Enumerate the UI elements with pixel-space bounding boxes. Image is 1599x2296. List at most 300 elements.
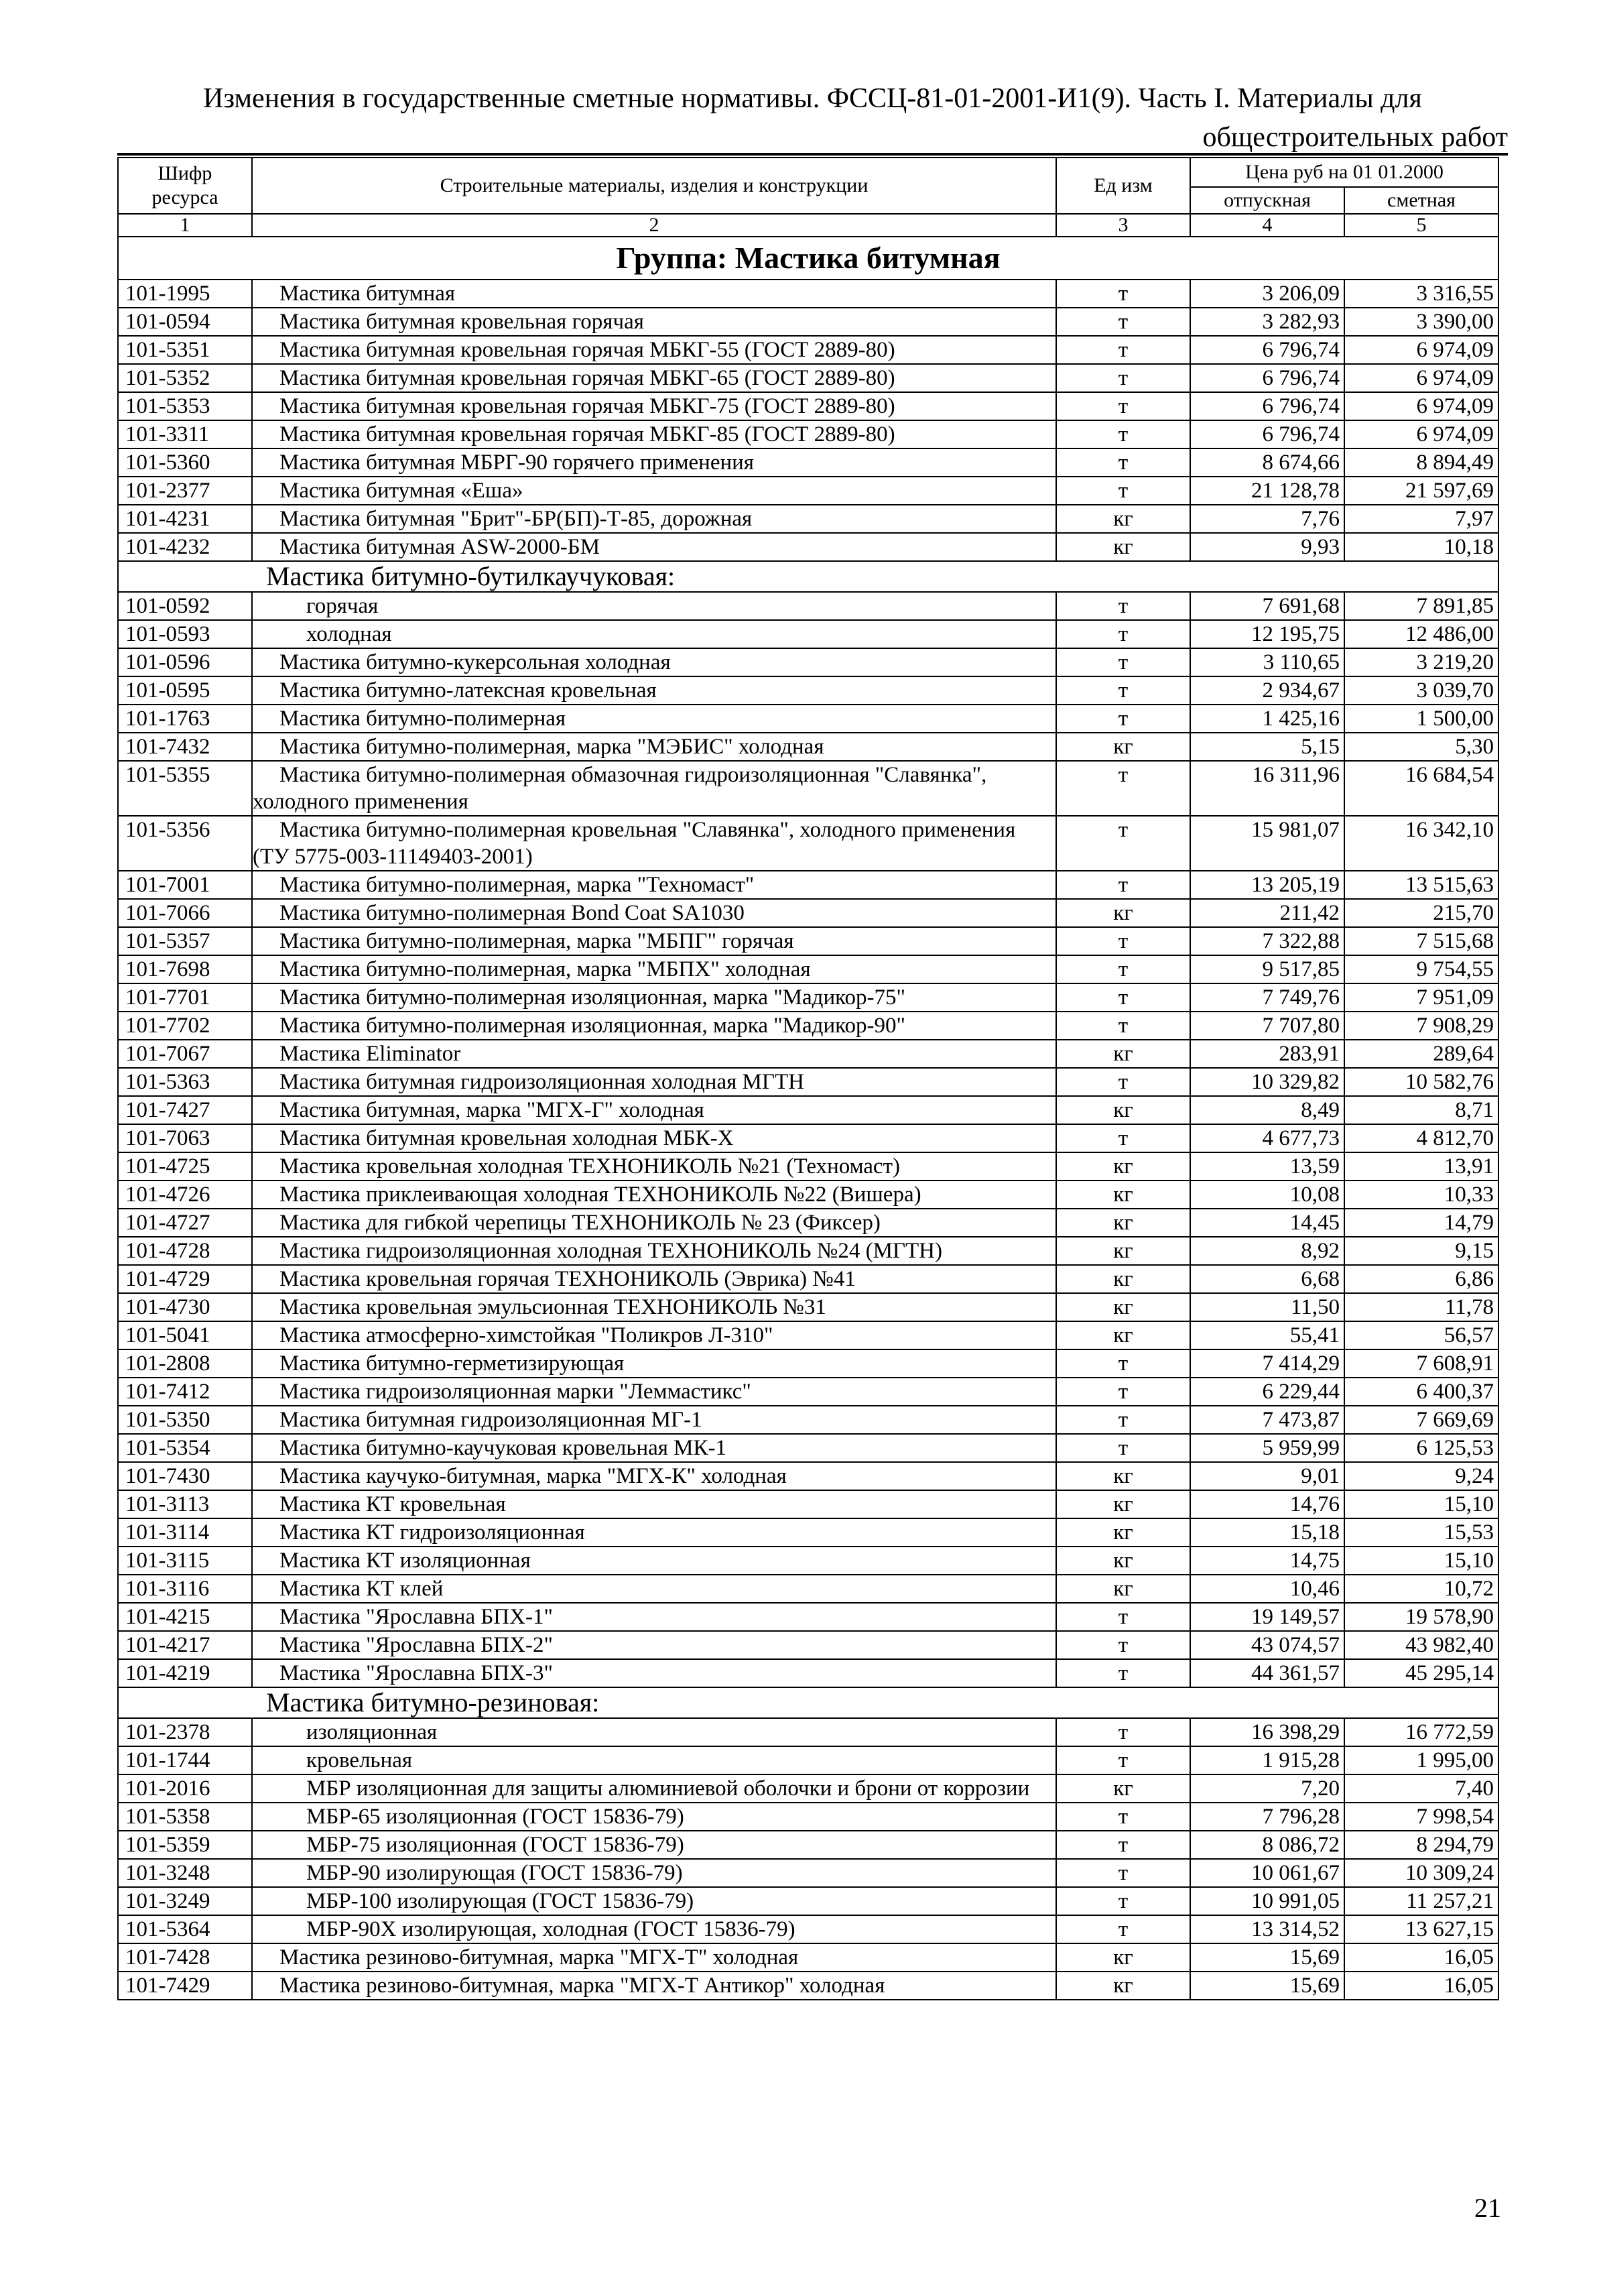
estimate-price: 13 627,15 (1344, 1915, 1498, 1943)
release-price: 10 061,67 (1190, 1859, 1344, 1887)
release-price: 7,20 (1190, 1774, 1344, 1803)
resource-code: 101-0596 (118, 648, 252, 676)
table-row (118, 1887, 1498, 1915)
unit-of-measure: т (1056, 280, 1190, 308)
material-name: Мастика битумно-каучуковая кровельная МК-1 (252, 1434, 1056, 1462)
unit-of-measure: кг (1056, 1972, 1190, 2000)
unit-of-measure: кг (1056, 899, 1190, 927)
release-price: 8 086,72 (1190, 1831, 1344, 1859)
material-name: Мастика битумная кровельная горячая МБКГ-65 (ГОСТ 2889-80) (252, 364, 1056, 392)
resource-code: 101-3116 (118, 1575, 252, 1603)
table-row (118, 1040, 1498, 1068)
table-row (118, 1293, 1498, 1321)
table-row (118, 1406, 1498, 1434)
release-price: 283,91 (1190, 1040, 1344, 1068)
estimate-price: 215,70 (1344, 899, 1498, 927)
material-name: Мастика для гибкой черепицы ТЕХНОНИКОЛЬ № 23 (Фиксер) (252, 1209, 1056, 1237)
unit-of-measure: кг (1056, 733, 1190, 761)
table-row (118, 1603, 1498, 1631)
unit-of-measure: т (1056, 1378, 1190, 1406)
unit-of-measure: т (1056, 1631, 1190, 1659)
estimate-price: 7 951,09 (1344, 983, 1498, 1012)
group-title: Группа: Мастика битумная (118, 237, 1498, 280)
estimate-price: 7 908,29 (1344, 1012, 1498, 1040)
table-row (118, 927, 1498, 955)
unit-of-measure: т (1056, 705, 1190, 733)
table-row (118, 1659, 1498, 1687)
release-price: 9 517,85 (1190, 955, 1344, 983)
estimate-price: 3 219,20 (1344, 648, 1498, 676)
material-name: МБР-75 изоляционная (ГОСТ 15836-79) (252, 1831, 1056, 1859)
release-price: 8,49 (1190, 1096, 1344, 1124)
material-name: Мастика битумная гидроизоляционная холодная МГТН (252, 1068, 1056, 1096)
estimate-price: 14,79 (1344, 1209, 1498, 1237)
unit-of-measure: т (1056, 1718, 1190, 1746)
material-name: Мастика "Ярославна БПХ-1" (252, 1603, 1056, 1631)
release-price: 8 674,66 (1190, 448, 1344, 477)
page-header (117, 79, 1508, 157)
estimate-price: 7 891,85 (1344, 592, 1498, 620)
table-head (118, 158, 1498, 237)
release-price: 13 314,52 (1190, 1915, 1344, 1943)
release-price: 10 329,82 (1190, 1068, 1344, 1096)
resource-code: 101-4725 (118, 1152, 252, 1181)
resource-code: 101-5352 (118, 364, 252, 392)
resource-code: 101-7001 (118, 871, 252, 899)
estimate-price: 8,71 (1344, 1096, 1498, 1124)
material-name: Мастика битумно-полимерная, марка "Техномаст" (252, 871, 1056, 899)
unit-of-measure: т (1056, 648, 1190, 676)
release-price: 3 282,93 (1190, 308, 1344, 336)
resource-code: 101-7427 (118, 1096, 252, 1124)
material-name: Мастика КТ гидроизоляционная (252, 1518, 1056, 1547)
estimate-price: 43 982,40 (1344, 1631, 1498, 1659)
col-header-estimate: сметная (1344, 187, 1498, 214)
estimate-price: 6 974,09 (1344, 336, 1498, 364)
estimate-price: 21 597,69 (1344, 477, 1498, 505)
estimate-price: 8 294,79 (1344, 1831, 1498, 1859)
table-row (118, 1631, 1498, 1659)
material-name: Мастика битумно-полимерная, марка "МБПХ" холодная (252, 955, 1056, 983)
resource-code: 101-1744 (118, 1746, 252, 1774)
material-name: Мастика битумно-полимерная кровельная "Славянка", холодного применения (ТУ 5775-003-11149403-2001) (252, 816, 1056, 871)
material-name: Мастика гидроизоляционная холодная ТЕХНОНИКОЛЬ №24 (МГТН) (252, 1237, 1056, 1265)
col-header-unit: Ед изм (1056, 158, 1190, 214)
material-name: Мастика битумно-полимерная изоляционная, марка "Мадикор-90" (252, 1012, 1056, 1040)
resource-code: 101-5356 (118, 816, 252, 871)
resource-code: 101-4727 (118, 1209, 252, 1237)
unit-of-measure: т (1056, 983, 1190, 1012)
release-price: 6,68 (1190, 1265, 1344, 1293)
column-number: 1 (118, 214, 252, 237)
material-name: Мастика КТ кровельная (252, 1490, 1056, 1518)
material-name: Мастика атмосферно-химстойкая "Поликров Л-310" (252, 1321, 1056, 1349)
unit-of-measure: т (1056, 420, 1190, 448)
material-name: Мастика битумная «Еша» (252, 477, 1056, 505)
column-number: 3 (1056, 214, 1190, 237)
material-name: Мастика битумная гидроизоляционная МГ-1 (252, 1406, 1056, 1434)
unit-of-measure: т (1056, 927, 1190, 955)
subheading-row (118, 1687, 1498, 1718)
table-row (118, 1718, 1498, 1746)
estimate-price: 7 515,68 (1344, 927, 1498, 955)
column-number: 4 (1190, 214, 1344, 237)
resource-code: 101-3249 (118, 1887, 252, 1915)
release-price: 14,76 (1190, 1490, 1344, 1518)
material-name: Мастика битумная кровельная горячая МБКГ-85 (ГОСТ 2889-80) (252, 420, 1056, 448)
material-name: Мастика битумная кровельная горячая МБКГ-55 (ГОСТ 2889-80) (252, 336, 1056, 364)
estimate-price: 12 486,00 (1344, 620, 1498, 648)
unit-of-measure: т (1056, 1012, 1190, 1040)
table-row (118, 1547, 1498, 1575)
table-row (118, 1434, 1498, 1462)
unit-of-measure: кг (1056, 1293, 1190, 1321)
header-title-line1: Изменения в государственные сметные нормативы. ФССЦ-81-01-2001-И1(9). Часть I. Материалы для (203, 83, 1422, 114)
release-price: 11,50 (1190, 1293, 1344, 1321)
resource-code: 101-7067 (118, 1040, 252, 1068)
estimate-price: 10 582,76 (1344, 1068, 1498, 1096)
unit-of-measure: т (1056, 1434, 1190, 1462)
resource-code: 101-7701 (118, 983, 252, 1012)
estimate-price: 11 257,21 (1344, 1887, 1498, 1915)
unit-of-measure: кг (1056, 1774, 1190, 1803)
release-price: 7 749,76 (1190, 983, 1344, 1012)
table-row (118, 1321, 1498, 1349)
material-name: Мастика кровельная холодная ТЕХНОНИКОЛЬ №21 (Техномаст) (252, 1152, 1056, 1181)
estimate-price: 16,05 (1344, 1943, 1498, 1972)
resource-code: 101-5357 (118, 927, 252, 955)
release-price: 15,69 (1190, 1943, 1344, 1972)
material-name: МБР-90Х изолирующая, холодная (ГОСТ 15836-79) (252, 1915, 1056, 1943)
estimate-price: 56,57 (1344, 1321, 1498, 1349)
column-number: 2 (252, 214, 1056, 237)
material-name: горячая (252, 592, 1056, 620)
unit-of-measure: т (1056, 448, 1190, 477)
table-row (118, 676, 1498, 705)
resource-code: 101-4215 (118, 1603, 252, 1631)
price-table (117, 157, 1499, 2000)
unit-of-measure: кг (1056, 1181, 1190, 1209)
unit-of-measure: кг (1056, 1462, 1190, 1490)
estimate-price: 11,78 (1344, 1293, 1498, 1321)
resource-code: 101-7432 (118, 733, 252, 761)
unit-of-measure: т (1056, 676, 1190, 705)
table-row (118, 364, 1498, 392)
resource-code: 101-1763 (118, 705, 252, 733)
material-name: Мастика битумно-латексная кровельная (252, 676, 1056, 705)
resource-code: 101-5363 (118, 1068, 252, 1096)
table-row (118, 1943, 1498, 1972)
estimate-price: 6,86 (1344, 1265, 1498, 1293)
estimate-price: 9 754,55 (1344, 955, 1498, 983)
subheading: Мастика битумно-бутилкаучуковая: (118, 561, 1498, 592)
resource-code: 101-0595 (118, 676, 252, 705)
material-name: Мастика битумно-полимерная изоляционная, марка "Мадикор-75" (252, 983, 1056, 1012)
table-row (118, 1068, 1498, 1096)
table-row (118, 1462, 1498, 1490)
resource-code: 101-5041 (118, 1321, 252, 1349)
table-row (118, 1096, 1498, 1124)
table-row (118, 448, 1498, 477)
estimate-price: 6 125,53 (1344, 1434, 1498, 1462)
column-number: 5 (1344, 214, 1498, 237)
estimate-price: 8 894,49 (1344, 448, 1498, 477)
table-row (118, 1265, 1498, 1293)
resource-code: 101-7412 (118, 1378, 252, 1406)
estimate-price: 15,53 (1344, 1518, 1498, 1547)
estimate-price: 7 669,69 (1344, 1406, 1498, 1434)
resource-code: 101-4231 (118, 505, 252, 533)
unit-of-measure: кг (1056, 1518, 1190, 1547)
release-price: 15 981,07 (1190, 816, 1344, 871)
estimate-price: 289,64 (1344, 1040, 1498, 1068)
resource-code: 101-3113 (118, 1490, 252, 1518)
estimate-price: 15,10 (1344, 1490, 1498, 1518)
resource-code: 101-7698 (118, 955, 252, 983)
resource-code: 101-4729 (118, 1265, 252, 1293)
table-row (118, 1237, 1498, 1265)
material-name: Мастика битумно-кукерсольная холодная (252, 648, 1056, 676)
estimate-price: 7,40 (1344, 1774, 1498, 1803)
material-name: МБР-100 изолирующая (ГОСТ 15836-79) (252, 1887, 1056, 1915)
release-price: 9,01 (1190, 1462, 1344, 1490)
material-name: Мастика гидроизоляционная марки "Леммастикс" (252, 1378, 1056, 1406)
material-name: Мастика битумно-полимерная Bond Coat SA1030 (252, 899, 1056, 927)
resource-code: 101-4728 (118, 1237, 252, 1265)
release-price: 16 311,96 (1190, 761, 1344, 816)
release-price: 7 322,88 (1190, 927, 1344, 955)
resource-code: 101-2808 (118, 1349, 252, 1378)
resource-code: 101-7430 (118, 1462, 252, 1490)
estimate-price: 6 974,09 (1344, 420, 1498, 448)
release-price: 7 707,80 (1190, 1012, 1344, 1040)
release-price: 6 796,74 (1190, 420, 1344, 448)
table-row (118, 592, 1498, 620)
table-row (118, 533, 1498, 561)
table-row (118, 1152, 1498, 1181)
release-price: 15,18 (1190, 1518, 1344, 1547)
material-name: изоляционная (252, 1718, 1056, 1746)
resource-code: 101-2016 (118, 1774, 252, 1803)
estimate-price: 15,10 (1344, 1547, 1498, 1575)
release-price: 21 128,78 (1190, 477, 1344, 505)
estimate-price: 5,30 (1344, 733, 1498, 761)
table-row (118, 336, 1498, 364)
release-price: 8,92 (1190, 1237, 1344, 1265)
table-row (118, 280, 1498, 308)
unit-of-measure: кг (1056, 1209, 1190, 1237)
material-name: Мастика битумная кровельная холодная МБК-Х (252, 1124, 1056, 1152)
table-row (118, 1774, 1498, 1803)
col-header-code: Шифр ресурса (118, 158, 252, 214)
col-header-name: Строительные материалы, изделия и конструкции (252, 158, 1056, 214)
unit-of-measure: т (1056, 1887, 1190, 1915)
material-name: Мастика битумная кровельная горячая (252, 308, 1056, 336)
subheading: Мастика битумно-резиновая: (118, 1687, 1498, 1718)
release-price: 7 414,29 (1190, 1349, 1344, 1378)
material-name: Мастика "Ярославна БПХ-3" (252, 1659, 1056, 1687)
resource-code: 101-3114 (118, 1518, 252, 1547)
unit-of-measure: кг (1056, 1547, 1190, 1575)
estimate-price: 6 974,09 (1344, 364, 1498, 392)
unit-of-measure: т (1056, 1603, 1190, 1631)
estimate-price: 6 400,37 (1344, 1378, 1498, 1406)
unit-of-measure: т (1056, 1803, 1190, 1831)
resource-code: 101-7066 (118, 899, 252, 927)
estimate-price: 9,15 (1344, 1237, 1498, 1265)
release-price: 43 074,57 (1190, 1631, 1344, 1659)
table-row (118, 899, 1498, 927)
table-row (118, 392, 1498, 420)
material-name: МБР-90 изолирующая (ГОСТ 15836-79) (252, 1859, 1056, 1887)
resource-code: 101-0594 (118, 308, 252, 336)
unit-of-measure: т (1056, 1746, 1190, 1774)
table-row (118, 816, 1498, 871)
unit-of-measure: т (1056, 1349, 1190, 1378)
resource-code: 101-5350 (118, 1406, 252, 1434)
table-row (118, 871, 1498, 899)
unit-of-measure: т (1056, 1068, 1190, 1096)
estimate-price: 7 608,91 (1344, 1349, 1498, 1378)
resource-code: 101-5355 (118, 761, 252, 816)
resource-code: 101-2378 (118, 1718, 252, 1746)
release-price: 14,75 (1190, 1547, 1344, 1575)
material-name: Мастика резиново-битумная, марка "МГХ-Т" холодная (252, 1943, 1056, 1972)
material-name: Мастика битумно-полимерная обмазочная гидроизоляционная "Славянка", холодного применения (252, 761, 1056, 816)
release-price: 15,69 (1190, 1972, 1344, 2000)
table-row (118, 648, 1498, 676)
unit-of-measure: т (1056, 592, 1190, 620)
material-name: Мастика битумная ASW-2000-БМ (252, 533, 1056, 561)
estimate-price: 13,91 (1344, 1152, 1498, 1181)
release-price: 4 677,73 (1190, 1124, 1344, 1152)
material-name: Мастика резиново-битумная, марка "МГХ-Т Антикор" холодная (252, 1972, 1056, 2000)
release-price: 13 205,19 (1190, 871, 1344, 899)
page-number: 21 (1474, 2193, 1501, 2223)
unit-of-measure: т (1056, 1659, 1190, 1687)
unit-of-measure: т (1056, 1406, 1190, 1434)
material-name: Мастика "Ярославна БПХ-2" (252, 1631, 1056, 1659)
resource-code: 101-5358 (118, 1803, 252, 1831)
unit-of-measure: кг (1056, 1575, 1190, 1603)
release-price: 1 425,16 (1190, 705, 1344, 733)
unit-of-measure: т (1056, 620, 1190, 648)
material-name: Мастика кровельная эмульсионная ТЕХНОНИКОЛЬ №31 (252, 1293, 1056, 1321)
release-price: 7 796,28 (1190, 1803, 1344, 1831)
table-row (118, 620, 1498, 648)
estimate-price: 10 309,24 (1344, 1859, 1498, 1887)
table-row (118, 1518, 1498, 1547)
table-row (118, 1490, 1498, 1518)
release-price: 13,59 (1190, 1152, 1344, 1181)
resource-code: 101-4217 (118, 1631, 252, 1659)
material-name: Мастика битумная МБРГ-90 горячего применения (252, 448, 1056, 477)
release-price: 211,42 (1190, 899, 1344, 927)
header-rule (117, 153, 1508, 156)
estimate-price: 3 039,70 (1344, 676, 1498, 705)
release-price: 6 796,74 (1190, 364, 1344, 392)
release-price: 3 110,65 (1190, 648, 1344, 676)
release-price: 6 229,44 (1190, 1378, 1344, 1406)
material-name: Мастика каучуко-битумная, марка "МГХ-К" холодная (252, 1462, 1056, 1490)
resource-code: 101-3248 (118, 1859, 252, 1887)
material-name: Мастика кровельная горячая ТЕХНОНИКОЛЬ (Эврика) №41 (252, 1265, 1056, 1293)
estimate-price: 16 342,10 (1344, 816, 1498, 871)
unit-of-measure: кг (1056, 1490, 1190, 1518)
material-name: Мастика битумно-полимерная, марка "МЭБИС" холодная (252, 733, 1056, 761)
estimate-price: 45 295,14 (1344, 1659, 1498, 1687)
table-row (118, 420, 1498, 448)
table-row (118, 761, 1498, 816)
estimate-price: 7,97 (1344, 505, 1498, 533)
table-row (118, 1803, 1498, 1831)
material-name: Мастика Eliminator (252, 1040, 1056, 1068)
release-price: 10 991,05 (1190, 1887, 1344, 1915)
table-row (118, 1972, 1498, 2000)
unit-of-measure: кг (1056, 1040, 1190, 1068)
estimate-price: 13 515,63 (1344, 871, 1498, 899)
resource-code: 101-7429 (118, 1972, 252, 2000)
unit-of-measure: т (1056, 1831, 1190, 1859)
unit-of-measure: т (1056, 364, 1190, 392)
resource-code: 101-5364 (118, 1915, 252, 1943)
estimate-price: 10,72 (1344, 1575, 1498, 1603)
material-name: Мастика КТ изоляционная (252, 1547, 1056, 1575)
unit-of-measure: т (1056, 1124, 1190, 1152)
material-name: холодная (252, 620, 1056, 648)
table-row (118, 1575, 1498, 1603)
table-row (118, 733, 1498, 761)
release-price: 12 195,75 (1190, 620, 1344, 648)
estimate-price: 1 500,00 (1344, 705, 1498, 733)
table-row (118, 1012, 1498, 1040)
estimate-price: 19 578,90 (1344, 1603, 1498, 1631)
unit-of-measure: т (1056, 871, 1190, 899)
estimate-price: 16 684,54 (1344, 761, 1498, 816)
estimate-price: 6 974,09 (1344, 392, 1498, 420)
resource-code: 101-0592 (118, 592, 252, 620)
release-price: 1 915,28 (1190, 1746, 1344, 1774)
release-price: 7 473,87 (1190, 1406, 1344, 1434)
table-row (118, 1349, 1498, 1378)
resource-code: 101-2377 (118, 477, 252, 505)
material-name: МБР изоляционная для защиты алюминиевой оболочки и брони от коррозии (252, 1774, 1056, 1803)
resource-code: 101-4730 (118, 1293, 252, 1321)
material-name: Мастика приклеивающая холодная ТЕХНОНИКОЛЬ №22 (Вишера) (252, 1181, 1056, 1209)
release-price: 6 796,74 (1190, 392, 1344, 420)
material-name: Мастика битумная (252, 280, 1056, 308)
unit-of-measure: кг (1056, 1152, 1190, 1181)
table-row (118, 983, 1498, 1012)
unit-of-measure: т (1056, 1859, 1190, 1887)
resource-code: 101-4726 (118, 1181, 252, 1209)
unit-of-measure: т (1056, 761, 1190, 816)
unit-of-measure: кг (1056, 1943, 1190, 1972)
unit-of-measure: т (1056, 816, 1190, 871)
header-title-line2: общестроительных работ (1202, 122, 1508, 153)
material-name: Мастика битумно-полимерная (252, 705, 1056, 733)
resource-code: 101-5351 (118, 336, 252, 364)
material-name: Мастика битумно-герметизирующая (252, 1349, 1056, 1378)
release-price: 7 691,68 (1190, 592, 1344, 620)
release-price: 7,76 (1190, 505, 1344, 533)
material-name: Мастика КТ клей (252, 1575, 1056, 1603)
resource-code: 101-3115 (118, 1547, 252, 1575)
release-price: 6 796,74 (1190, 336, 1344, 364)
resource-code: 101-1995 (118, 280, 252, 308)
material-name: кровельная (252, 1746, 1056, 1774)
table-row (118, 1124, 1498, 1152)
